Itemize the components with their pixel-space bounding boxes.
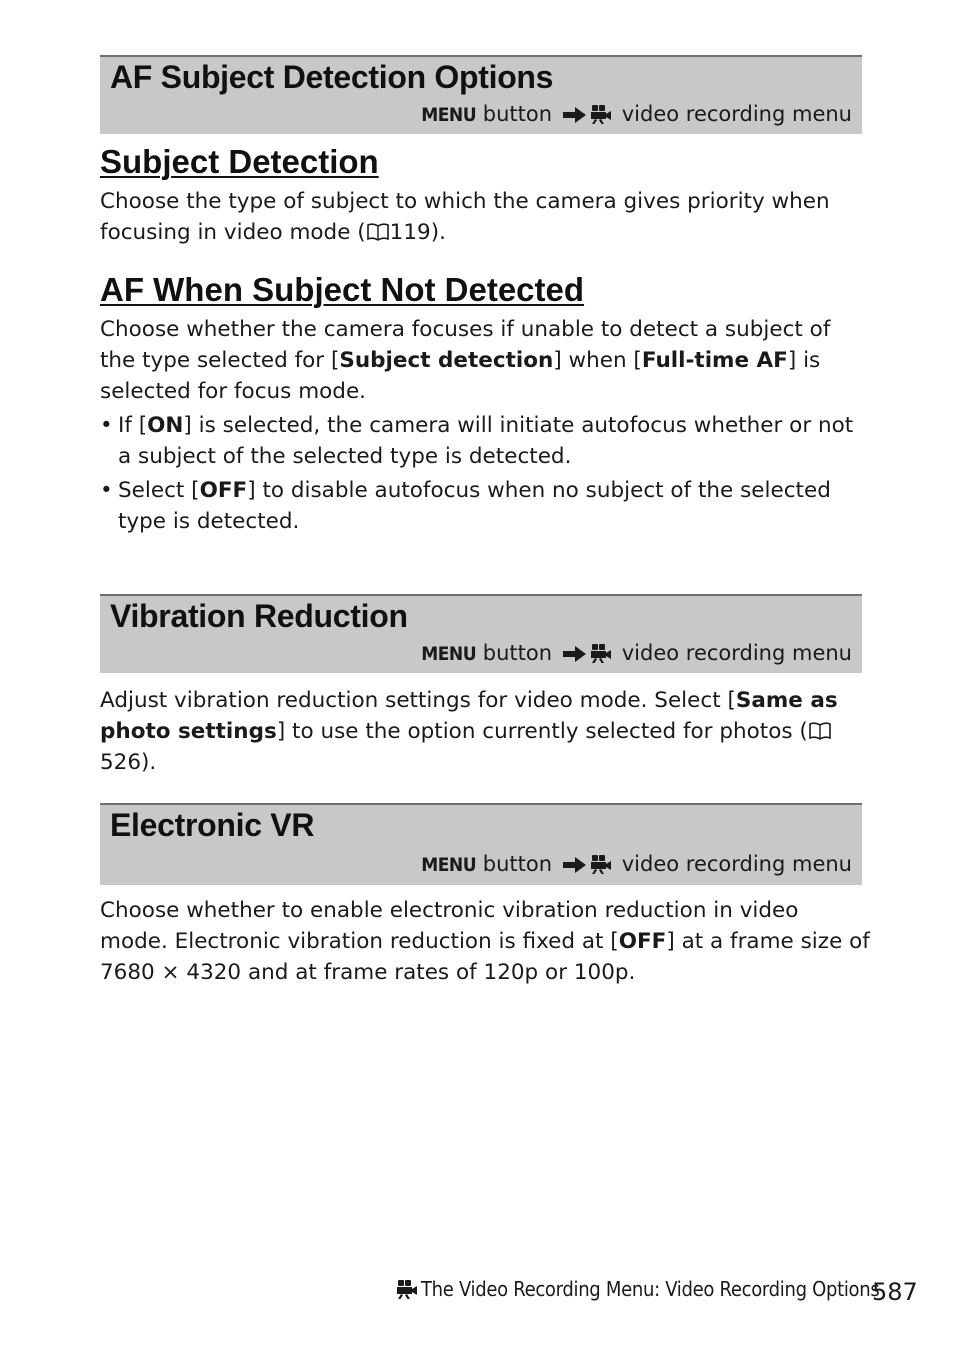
- menu-path: [421, 852, 852, 876]
- menu-path: [421, 102, 852, 126]
- menu-path-button: button: [476, 102, 553, 126]
- af-not-detected-bullets: [100, 410, 870, 540]
- electronic-vr-text: Choose whether to enable electronic vibration reduction in video mode. Electronic vibration reduction is fixed at [OFF] at a frame size of 7680 × 4320 and at frame rates of 120p or 100p.: [100, 898, 870, 985]
- menu-path-menu: video recording menu: [621, 641, 852, 665]
- arrow-right-icon: [563, 645, 587, 663]
- menu-path-menu: video recording menu: [621, 852, 852, 876]
- footer-label: The Video Recording Menu: Video Recording Options: [421, 1277, 880, 1301]
- movie-camera-icon: [396, 1279, 418, 1299]
- page-reference[interactable]: 119: [389, 220, 431, 245]
- menu-keyword: MENU: [421, 104, 477, 126]
- page-reference[interactable]: 526: [100, 750, 142, 775]
- section-header-electronic-vr: [100, 803, 862, 885]
- menu-path-button: button: [476, 641, 553, 665]
- list-item: • If [ON] is selected, the camera will initiate autofocus whether or not a subject of the selected type is detected.: [100, 410, 870, 472]
- section-title: Electronic VR: [110, 807, 315, 843]
- section-header-vibration-reduction: [100, 594, 862, 673]
- movie-camera-icon: [590, 854, 612, 874]
- movie-camera-icon: [590, 104, 612, 124]
- menu-keyword: MENU: [421, 643, 477, 665]
- book-reference-icon: [367, 223, 389, 241]
- movie-camera-icon: [590, 643, 612, 663]
- section-title: AF Subject Detection Options: [110, 59, 554, 95]
- arrow-right-icon: [563, 856, 587, 874]
- af-not-detected-heading: AF When Subject Not Detected: [100, 271, 585, 308]
- page-number: 587: [872, 1278, 918, 1306]
- subject-detection-heading: Subject Detection: [100, 143, 379, 180]
- menu-keyword: MENU: [421, 854, 477, 876]
- page-footer: [396, 1277, 879, 1301]
- menu-path-menu: video recording menu: [621, 102, 852, 126]
- section-title: Vibration Reduction: [110, 598, 408, 634]
- book-reference-icon: [809, 722, 831, 740]
- section-header-af-subject-detection: [100, 55, 862, 134]
- menu-path-button: button: [476, 852, 553, 876]
- list-item: • Select [OFF] to disable autofocus when no subject of the selected type is detected.: [100, 475, 870, 537]
- arrow-right-icon: [563, 106, 587, 124]
- subject-detection-text: Choose the type of subject to which the camera gives priority when focusing in video mode ( 119).: [100, 189, 830, 245]
- menu-path: [421, 641, 852, 665]
- vibration-reduction-text: Adjust vibration reduction settings for video mode. Select [Same as photo settings] to use the option currently selected for photos (526).: [100, 688, 838, 775]
- af-not-detected-text: Choose whether the camera focuses if unable to detect a subject of the type selected for [Subject detection] when [Full-time AF] is selected for focus mode.: [100, 317, 831, 404]
